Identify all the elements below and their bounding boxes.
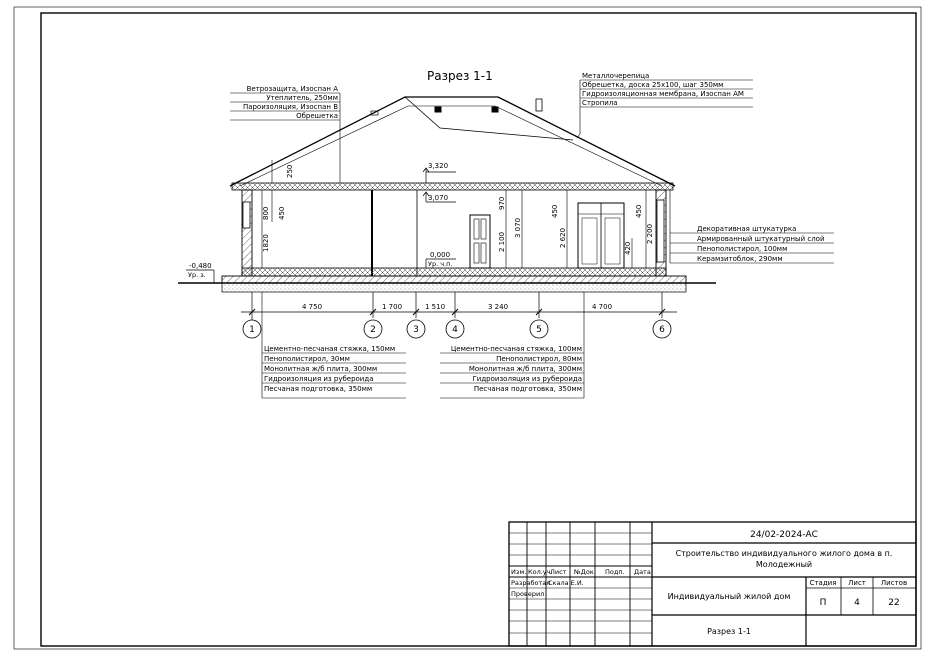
roof-dormer-2 — [492, 107, 498, 112]
dim-450a: 450 — [278, 206, 286, 220]
tb-stage: П — [819, 598, 827, 608]
wall-callout-line-2: Армированный штукатурный слой — [697, 235, 825, 243]
roof-callout-line-1: Металлочерепица — [582, 72, 650, 80]
dim-2620: 2 620 — [559, 227, 567, 248]
door-glass — [605, 218, 620, 264]
dim-1820: 1820 — [262, 234, 270, 252]
floor-right-line-5: Песчаная подготовка, 350мм — [473, 385, 582, 393]
span-1-2: 4 750 — [302, 303, 323, 311]
dim-970: 970 — [498, 196, 506, 210]
tb-object: Индивидуальный жилой дом — [667, 592, 791, 601]
tb-project-line-1: Строительство индивидуального жилого дома в п. — [675, 549, 893, 558]
roof-callout-line-2: Обрешетка, доска 25х100, шаг 350мм — [582, 81, 724, 89]
span-3-4: 1 510 — [425, 303, 446, 311]
floor-right-line-1: Цементно-песчаная стяжка, 100мм — [450, 345, 582, 353]
tb-col-ndok: №Док. — [574, 568, 596, 576]
span-2-3: 1 700 — [382, 303, 403, 311]
dim-2200: 2 200 — [646, 223, 654, 244]
drawing-title: Разрез 1-1 — [427, 69, 493, 83]
level-ceiling: 3,070 — [428, 194, 449, 202]
axis-label-6: 6 — [659, 325, 665, 335]
right-window — [657, 200, 664, 262]
tb-sheets: 22 — [888, 598, 900, 608]
span-4-5: 3 240 — [488, 303, 509, 311]
left-window — [243, 202, 250, 228]
tb-project-line-2: Молодежный — [755, 560, 813, 569]
wall-callout-line-4: Керамзитоблок, 290мм — [697, 255, 783, 263]
ceiling-callout-line-2: Утеплитель, 250мм — [266, 94, 338, 102]
axis-label-3: 3 — [413, 325, 419, 335]
tb-developed-name: Скала Е.И. — [548, 579, 584, 587]
tb-col-list: Лист — [550, 568, 567, 576]
floor-left-line-1: Цементно-песчаная стяжка, 150мм — [264, 345, 396, 353]
level-top: 3,320 — [428, 162, 449, 170]
roof-dormer-1 — [435, 107, 441, 112]
level-floor-label: Ур. ч.п. — [428, 260, 453, 268]
door-panel — [481, 243, 486, 263]
ceiling-slab — [232, 183, 673, 190]
roof-callout-line-3: Гидроизоляционная мембрана, Изоспан АМ — [582, 90, 744, 98]
level-ground: -0,480 — [189, 262, 212, 270]
floor-slab — [242, 268, 666, 276]
tb-stage-header: Стадия — [809, 579, 837, 587]
axis-label-2: 2 — [370, 325, 376, 335]
door-panel — [474, 243, 479, 263]
dim-450b: 450 — [551, 204, 559, 218]
tb-sheet: 4 — [854, 598, 860, 608]
tb-col-izm: Изм. — [511, 568, 527, 576]
tb-col-podp: Подп. — [605, 568, 625, 576]
axis-label-5: 5 — [536, 325, 542, 335]
tb-sheet-header: Лист — [848, 579, 866, 587]
level-floor: 0,000 — [430, 251, 451, 259]
dim-420: 420 — [624, 241, 632, 255]
interior-door — [470, 215, 490, 268]
ridge-line — [405, 97, 573, 140]
floor-left-line-4: Гидроизоляция из рубероида — [264, 375, 374, 383]
dim-3070: 3 070 — [514, 217, 522, 238]
tb-col-koluch: Кол.уч. — [528, 568, 553, 576]
roof-vent — [536, 99, 542, 111]
wall-callout-line-3: Пенополистирол, 100мм — [697, 245, 788, 253]
wall-callout-line-1: Декоративная штукатурка — [697, 225, 797, 233]
dim-800: 800 — [262, 206, 270, 220]
door-panel — [474, 219, 479, 239]
axis-label-1: 1 — [249, 325, 255, 335]
sand-bed — [222, 283, 686, 292]
dim-eave: 250 — [286, 164, 294, 178]
floor-right-line-2: Пенополистирол, 80мм — [496, 355, 582, 363]
tb-sheet-name: Разрез 1-1 — [707, 627, 751, 636]
door-glass — [582, 218, 597, 264]
dim-2100: 2 100 — [498, 231, 506, 252]
tb-code: 24/02-2024-АС — [750, 530, 818, 540]
tb-checked-label: Проверил — [511, 590, 545, 598]
tb-developed-label: Разработал — [511, 579, 551, 587]
ceiling-callout-line-4: Обрешетка — [296, 112, 338, 120]
floor-right-line-3: Монолитная ж/б плита, 300мм — [468, 365, 582, 373]
floor-left-line-2: Пенополистирол, 30мм — [264, 355, 350, 363]
floor-left-line-3: Монолитная ж/б плита, 300мм — [264, 365, 378, 373]
ceiling-callout-line-3: Пароизоляция, Изоспан В — [242, 103, 338, 111]
floor-right-line-4: Гидроизоляция из рубероида — [472, 375, 582, 383]
ceiling-callout-line-1: Ветрозащита, Изоспан А — [246, 85, 338, 93]
floor-left-line-5: Песчаная подготовка, 350мм — [264, 385, 373, 393]
span-5-6: 4 700 — [592, 303, 613, 311]
tb-col-data: Дата — [634, 568, 651, 576]
roof-callout-line-4: Стропила — [582, 99, 618, 107]
axis-label-4: 4 — [452, 325, 458, 335]
tb-sheets-header: Листов — [880, 579, 908, 587]
dim-450c: 450 — [635, 204, 643, 218]
foundation-slab — [222, 276, 686, 283]
door-panel — [481, 219, 486, 239]
level-ground-label: Ур. з. — [188, 271, 206, 279]
